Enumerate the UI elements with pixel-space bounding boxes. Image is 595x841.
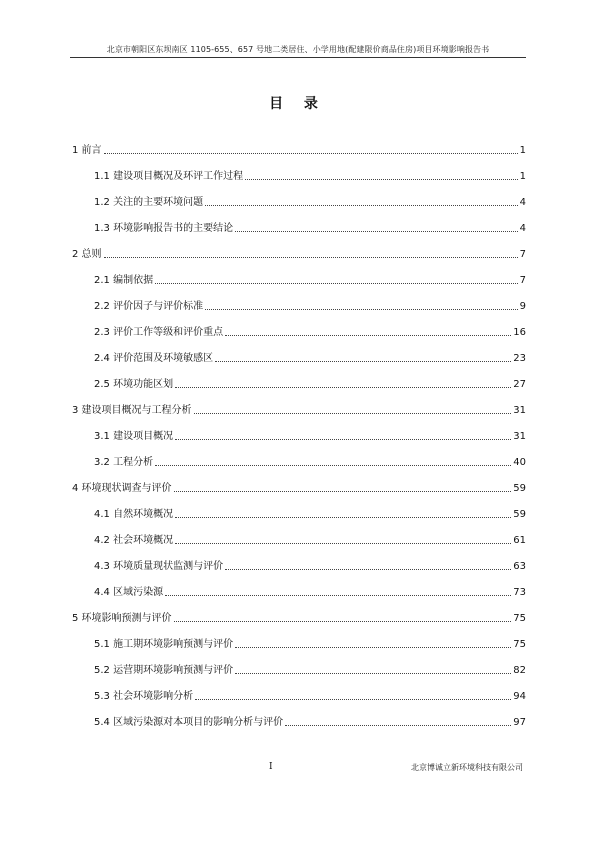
toc-dot-leader [245,179,518,180]
toc-entry-page: 1 [519,145,526,156]
toc-entry[interactable] [72,313,526,339]
toc-entry[interactable] [72,235,526,261]
toc-entry-label: 1.2 关注的主要环境问题 [94,197,204,208]
toc-entry-page: 31 [513,405,526,416]
toc-entry[interactable] [72,443,526,469]
toc-entry[interactable] [72,365,526,391]
toc-entry[interactable] [72,495,526,521]
toc-dot-leader [155,283,518,284]
toc-entry-label: 1 前言 [72,145,102,156]
toc-entry-page: 75 [513,639,526,650]
toc-entry-page: 7 [519,275,526,286]
toc-entry-label: 4.3 环境质量现状监测与评价 [94,561,224,572]
toc-entry-label: 4.1 自然环境概况 [94,509,174,520]
toc-entry-page: 7 [519,249,526,260]
toc-dot-leader [175,387,511,388]
toc-entry-page: 27 [513,379,526,390]
toc-entry-page: 61 [513,535,526,546]
page-header: 北京市朝阳区东坝南区 1105-655、657 号地二类居住、小学用地(配建限价商品住房)项目环境影响报告书 [106,45,490,54]
toc-dot-leader [194,413,512,414]
toc-entry-page: 82 [513,665,526,676]
toc-entry-page: 75 [513,613,526,624]
toc-dot-leader [225,335,511,336]
toc-entry-label: 4.2 社会环境概况 [94,535,174,546]
toc-entry-label: 5.4 区域污染源对本项目的影响分析与评价 [94,717,284,728]
toc-dot-leader [195,699,511,700]
toc-entry-page: 31 [513,431,526,442]
toc-entry-label: 1.1 建设项目概况及环评工作过程 [94,171,244,182]
toc-entry[interactable] [72,703,526,729]
toc-entry-label: 4.4 区域污染源 [94,587,164,598]
toc-entry-page: 63 [513,561,526,572]
toc-entry[interactable] [72,209,526,235]
header-rule [70,57,526,58]
toc-entry-label: 2.4 评价范围及环境敏感区 [94,353,214,364]
toc-entry-page: 40 [513,457,526,468]
toc-entry-label: 5.3 社会环境影响分析 [94,691,194,702]
toc-entry-page: 59 [513,483,526,494]
toc-entry-page: 4 [519,223,526,234]
toc-entry-label: 3.1 建设项目概况 [94,431,174,442]
toc-entry-label: 1.3 环境影响报告书的主要结论 [94,223,234,234]
toc-dot-leader [205,309,518,310]
toc-entry-page: 4 [519,197,526,208]
toc-dot-leader [165,595,511,596]
toc-entry-page: 16 [513,327,526,338]
footer-company: 北京博诚立新环境科技有限公司 [411,763,523,772]
toc-entry-label: 4 环境现状调查与评价 [72,483,172,494]
toc-entry-page: 73 [513,587,526,598]
toc-entry[interactable] [72,599,526,625]
toc-entry-label: 3 建设项目概况与工程分析 [72,405,192,416]
toc-dot-leader [205,205,518,206]
toc-entry-label: 2.5 环境功能区划 [94,379,174,390]
toc-dot-leader [235,231,518,232]
toc-entry-label: 3.2 工程分析 [94,457,154,468]
toc-entry[interactable] [72,183,526,209]
toc-entry[interactable] [72,391,526,417]
toc-dot-leader [175,517,511,518]
toc-entry-page: 59 [513,509,526,520]
toc-title: 目 录 [269,96,326,112]
toc-entry[interactable] [72,131,526,157]
toc-dot-leader [155,465,511,466]
toc-entry-page: 9 [519,301,526,312]
toc-dot-leader [174,621,512,622]
toc-dot-leader [225,569,511,570]
toc-entry[interactable] [72,261,526,287]
toc-entry-page: 1 [519,171,526,182]
toc-dot-leader [104,153,518,154]
toc-entry[interactable] [72,651,526,677]
toc-entry[interactable] [72,547,526,573]
toc-entry[interactable] [72,469,526,495]
toc-dot-leader [104,257,518,258]
page-number: I [269,762,273,772]
toc-entry-label: 2.2 评价因子与评价标准 [94,301,204,312]
toc-entry[interactable] [72,417,526,443]
toc-dot-leader [285,725,511,726]
toc-entry-page: 23 [513,353,526,364]
toc-entry[interactable] [72,677,526,703]
toc-entry[interactable] [72,287,526,313]
toc-entry-label: 2.1 编制依据 [94,275,154,286]
toc-entry[interactable] [72,573,526,599]
toc-entry[interactable] [72,339,526,365]
toc-entry-label: 2.3 评价工作等级和评价重点 [94,327,224,338]
toc-entry-label: 5 环境影响预测与评价 [72,613,172,624]
toc-entry[interactable] [72,625,526,651]
toc-dot-leader [235,647,511,648]
toc-dot-leader [174,491,512,492]
toc-dot-leader [175,439,511,440]
toc-entry-page: 94 [513,691,526,702]
toc-entry-label: 5.2 运营期环境影响预测与评价 [94,665,234,676]
table-of-contents [72,131,526,729]
toc-entry-page: 97 [513,717,526,728]
toc-dot-leader [215,361,511,362]
toc-entry-label: 5.1 施工期环境影响预测与评价 [94,639,234,650]
toc-entry[interactable] [72,157,526,183]
toc-dot-leader [235,673,511,674]
toc-dot-leader [175,543,511,544]
toc-entry-label: 2 总则 [72,249,102,260]
toc-entry[interactable] [72,521,526,547]
